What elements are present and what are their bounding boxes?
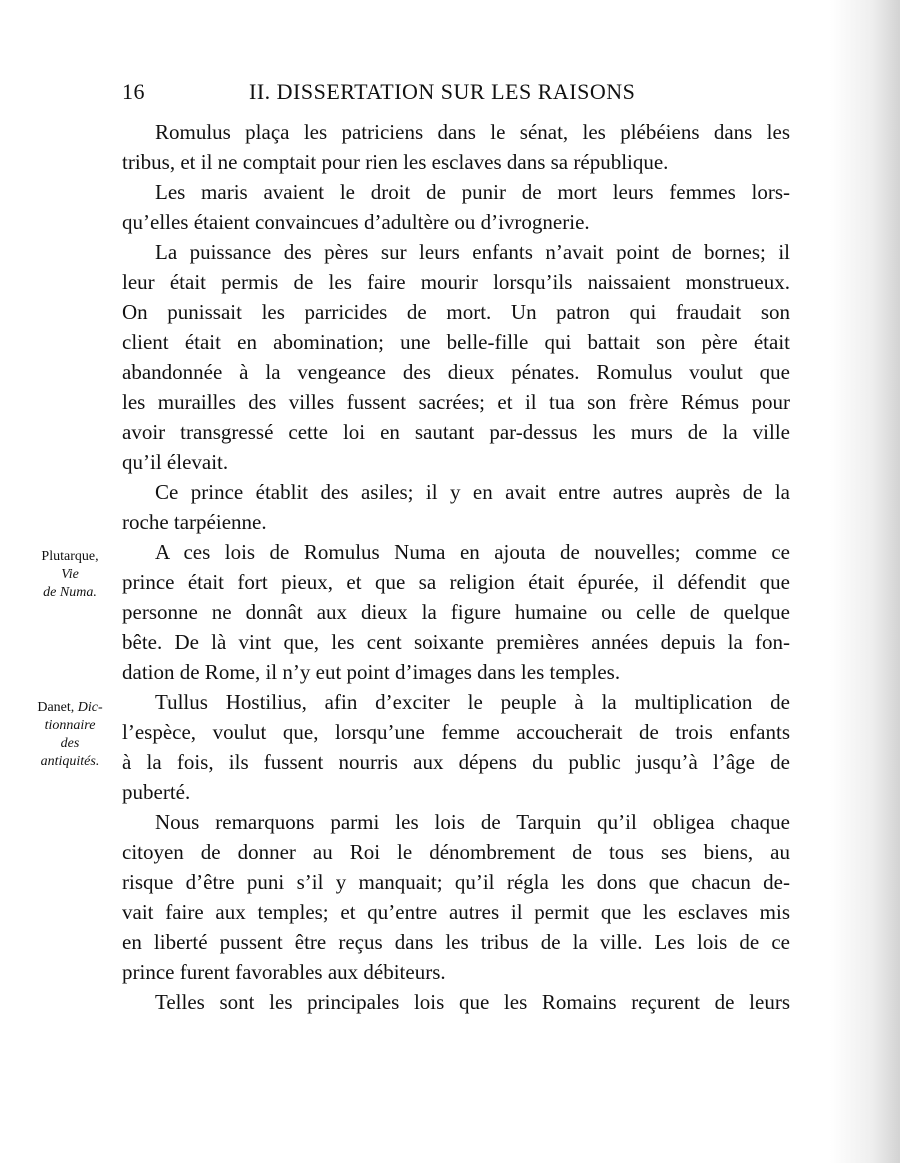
body-text bbox=[122, 117, 790, 1017]
marginal-note-line: tionnaire bbox=[44, 718, 96, 733]
paragraph-8 bbox=[122, 987, 790, 1017]
marginal-note-title-part: Dic- bbox=[77, 700, 103, 715]
page-edge-shadow bbox=[830, 0, 900, 1163]
text-line: prince était fort pieux, et que sa religion était épurée, il défendit que bbox=[122, 570, 790, 594]
text-line: abandonnée à la vengeance des dieux pénates. Romulus voulut que bbox=[122, 360, 790, 384]
text-line: tribus, et il ne comptait pour rien les esclaves dans sa république. bbox=[122, 150, 669, 174]
text-line: les murailles des villes fussent sacrées; et il tua son frère Rémus pour bbox=[122, 390, 790, 414]
text-line: Telles sont les principales lois que les Romains reçurent de leurs bbox=[155, 990, 790, 1014]
paragraph-1 bbox=[122, 117, 790, 177]
text-line: citoyen de donner au Roi le dénombrement de tous ses biens, au bbox=[122, 840, 790, 864]
marginal-note-line: antiquités. bbox=[40, 754, 100, 769]
paragraph-4 bbox=[122, 477, 790, 537]
paragraph-6 bbox=[122, 687, 790, 807]
paragraph-3 bbox=[122, 237, 790, 477]
marginal-note-line: des bbox=[60, 736, 80, 751]
text-line: roche tarpéienne. bbox=[122, 510, 267, 534]
marginal-note-line: Vie bbox=[61, 567, 79, 582]
text-line: en liberté pussent être reçus dans les tribus de la ville. Les lois de ce bbox=[122, 930, 790, 954]
text-line: Nous remarquons parmi les lois de Tarquin qu’il obligea chaque bbox=[155, 810, 790, 834]
text-line: qu’il élevait. bbox=[122, 450, 229, 474]
text-line: Romulus plaça les patriciens dans le sénat, les plébéiens dans les bbox=[155, 120, 790, 144]
running-title: II. DISSERTATION SUR LES RAISONS bbox=[249, 79, 636, 104]
text-line: client était en abomination; une belle-fille qui battait son père était bbox=[122, 330, 790, 354]
text-line: avoir transgressé cette loi en sautant par-dessus les murs de la ville bbox=[122, 420, 790, 444]
text-line: Ce prince établit des asiles; il y en avait entre autres auprès de la bbox=[155, 480, 790, 504]
text-line: La puissance des pères sur leurs enfants n’avait point de bornes; il bbox=[155, 240, 790, 264]
text-line: On punissait les parricides de mort. Un patron qui fraudait son bbox=[122, 300, 790, 324]
text-line: puberté. bbox=[122, 780, 191, 804]
paragraph-2 bbox=[122, 177, 790, 237]
paragraph-5 bbox=[122, 537, 790, 687]
text-line: qu’elles étaient convaincues d’adultère ou d’ivrognerie. bbox=[122, 210, 590, 234]
text-line: Les maris avaient le droit de punir de mort leurs femmes lors- bbox=[155, 180, 790, 204]
marginal-note-line bbox=[22, 699, 118, 717]
paragraph-7 bbox=[122, 807, 790, 987]
text-line: vait faire aux temples; et qu’entre autres il permit que les esclaves mis bbox=[122, 900, 790, 924]
text-line: bête. De là vint que, les cent soixante premières années depuis la fon- bbox=[122, 630, 790, 654]
marginal-note-plutarque bbox=[22, 548, 118, 602]
text-line: l’espèce, voulut que, lorsqu’une femme accoucherait de trois enfants bbox=[122, 720, 790, 744]
marginal-note-line: de Numa. bbox=[43, 585, 97, 600]
text-line: Tullus Hostilius, afin d’exciter le peuple à la multiplication de bbox=[155, 690, 790, 714]
text-line: risque d’être puni s’il y manquait; qu’il régla les dons que chacun de- bbox=[122, 870, 790, 894]
marginal-note-danet bbox=[22, 699, 118, 771]
text-line: à la fois, ils fussent nourris aux dépens du public jusqu’à l’âge de bbox=[122, 750, 790, 774]
page-header bbox=[122, 76, 790, 108]
text-line: A ces lois de Romulus Numa en ajouta de nouvelles; comme ce bbox=[155, 540, 790, 564]
marginal-note-line: Plutarque, bbox=[41, 549, 99, 564]
text-line: prince furent favorables aux débiteurs. bbox=[122, 960, 446, 984]
text-line: personne ne donnât aux dieux la figure humaine ou celle de quelque bbox=[122, 600, 790, 624]
text-line: dation de Rome, il n’y eut point d’images dans les temples. bbox=[122, 660, 621, 684]
text-line: leur était permis de les faire mourir lorsqu’ils naissaient monstrueux. bbox=[122, 270, 790, 294]
marginal-note-author: Danet, bbox=[37, 700, 78, 715]
page-number: 16 bbox=[122, 79, 145, 104]
